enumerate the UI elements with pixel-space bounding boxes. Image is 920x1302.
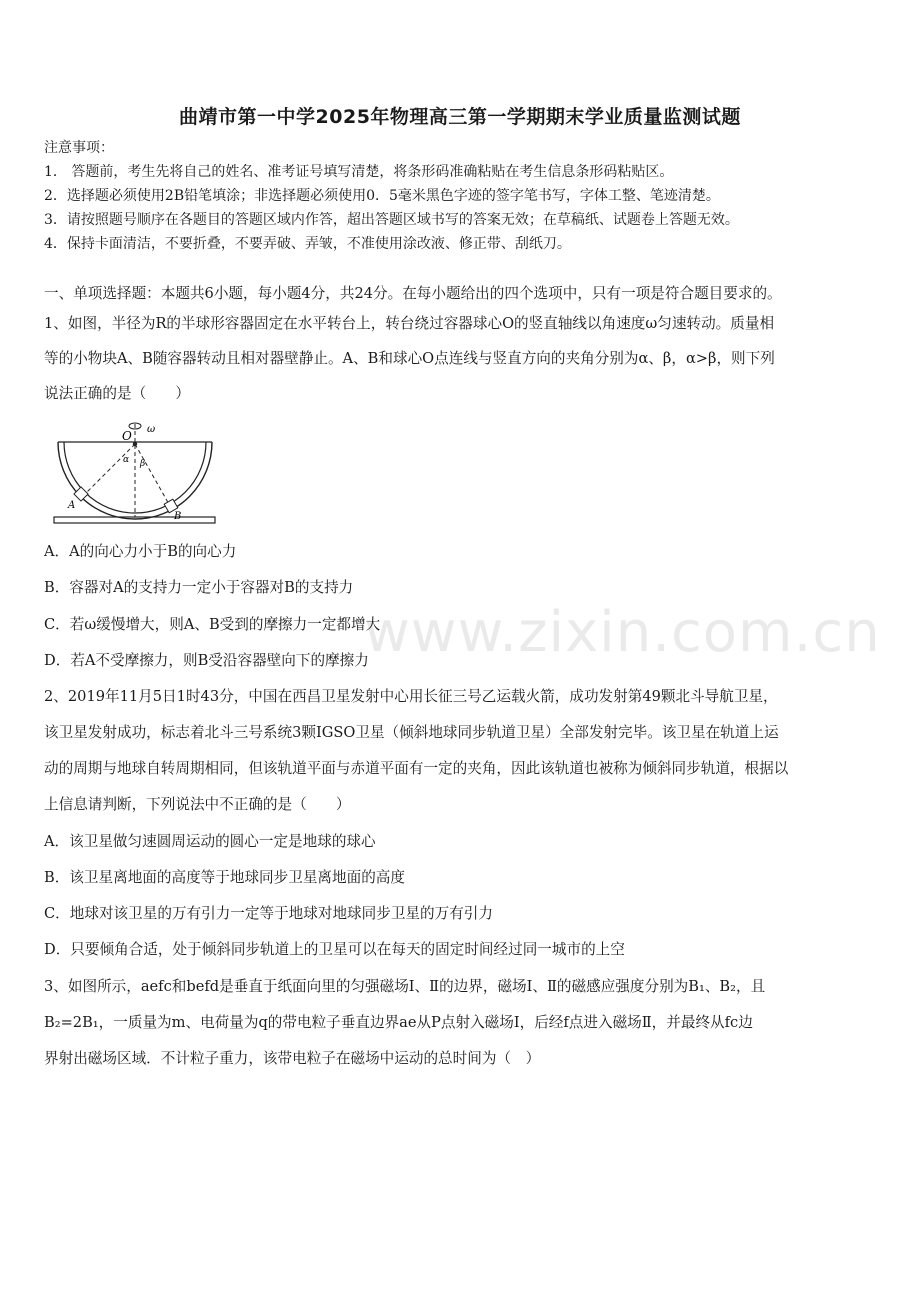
notes-heading: 注意事项：	[44, 140, 114, 156]
notes-item: 3．请按照题号顺序在各题目的答题区域内作答，超出答题区域书写的答案无效；在草稿纸、试题卷上答题无效。	[44, 212, 739, 228]
line-to-A	[83, 444, 135, 496]
option-A: A．该卫星做匀速圆周运动的圆心一定是地球的球心	[44, 833, 376, 850]
question-text-line: 界射出磁场区域．不计粒子重力，该带电粒子在磁场中运动的总时间为（ ）	[44, 1050, 541, 1067]
question-text-line: 2、2019年11月5日1时43分，中国在西昌卫星发射中心用长征三号乙运载火箭，成功发射第49颗北斗导航卫星，	[44, 688, 778, 705]
label-B: B	[174, 511, 182, 522]
notes-item: 1． 答题前，考生先将自己的姓名、准考证号填写清楚，将条形码准确粘贴在考生信息条形码粘贴区。	[44, 164, 674, 180]
option-D: D．只要倾角合适，处于倾斜同步轨道上的卫星可以在每天的固定时间经过同一城市的上空	[44, 941, 625, 958]
label-O: O	[122, 429, 132, 443]
option-C: C．地球对该卫星的万有引力一定等于地球对地球同步卫星的万有引力	[44, 905, 493, 922]
question-text-line: 说法正确的是（ ）	[44, 385, 190, 402]
question-text-line: 等的小物块A、B随容器转动且相对器壁静止。A、B和球心O点连线与竖直方向的夹角分别为α、β，α>β，则下列	[44, 350, 775, 367]
watermark: www.zixin.com.cn	[364, 600, 881, 665]
label-omega: ω	[147, 424, 156, 435]
question-text-line: 该卫星发射成功，标志着北斗三号系统3颗IGSO卫星（倾斜地球同步轨道卫星）全部发射完毕。该卫星在轨道上运	[44, 724, 779, 741]
question-text-line: 1、如图，半径为R的半球形容器固定在水平转台上，转台绕过容器球心O的竖直轴线以角速度ω匀速转动。质量相	[44, 315, 775, 332]
label-A: A	[68, 500, 76, 511]
option-B: B．该卫星离地面的高度等于地球同步卫星离地面的高度	[44, 869, 405, 886]
option-B: B．容器对A的支持力一定小于容器对B的支持力	[44, 579, 354, 596]
question-text-line: B₂=2B₁，一质量为m、电荷量为q的带电粒子垂直边界ae从P点射入磁场Ⅰ，后经f点进入磁场Ⅱ，并最终从fc边	[44, 1014, 753, 1031]
notes-item: 2．选择题必须使用2B铅笔填涂；非选择题必须使用0．5毫米黑色字迹的签字笔书写，字体工整、笔迹清楚。	[44, 188, 720, 204]
block-A	[74, 487, 88, 501]
option-A: A．A的向心力小于B的向心力	[44, 543, 237, 560]
question-text-line: 上信息请判断，下列说法中不正确的是（ ）	[44, 796, 351, 813]
question-text-line: 3、如图所示，aefc和befd是垂直于纸面向里的匀强磁场Ⅰ、Ⅱ的边界，磁场Ⅰ、Ⅱ的磁感应强度分别为B₁、B₂，且	[44, 978, 766, 995]
line-to-B	[135, 444, 170, 506]
section-heading: 一、单项选择题：本题共6小题，每小题4分，共24分。在每小题给出的四个选项中，只有一项是符合题目要求的。	[44, 285, 782, 302]
option-D: D．若A不受摩擦力，则B受沿容器壁向下的摩擦力	[44, 652, 369, 669]
label-alpha: α	[123, 455, 130, 465]
turntable-base	[54, 517, 215, 523]
hemisphere-figure	[50, 418, 220, 530]
option-C: C．若ω缓慢增大，则A、B受到的摩擦力一定都增大	[44, 616, 381, 633]
page-title: 曲靖市第一中学2025年物理高三第一学期期末学业质量监测试题	[179, 106, 741, 128]
notes-item: 4．保持卡面清洁，不要折叠，不要弄破、弄皱，不准使用涂改液、修正带、刮纸刀。	[44, 236, 571, 252]
label-beta: β	[140, 459, 146, 469]
question-text-line: 动的周期与地球自转周期相同，但该轨道平面与赤道平面有一定的夹角，因此该轨道也被称为倾斜同步轨道，根据以	[44, 760, 789, 777]
